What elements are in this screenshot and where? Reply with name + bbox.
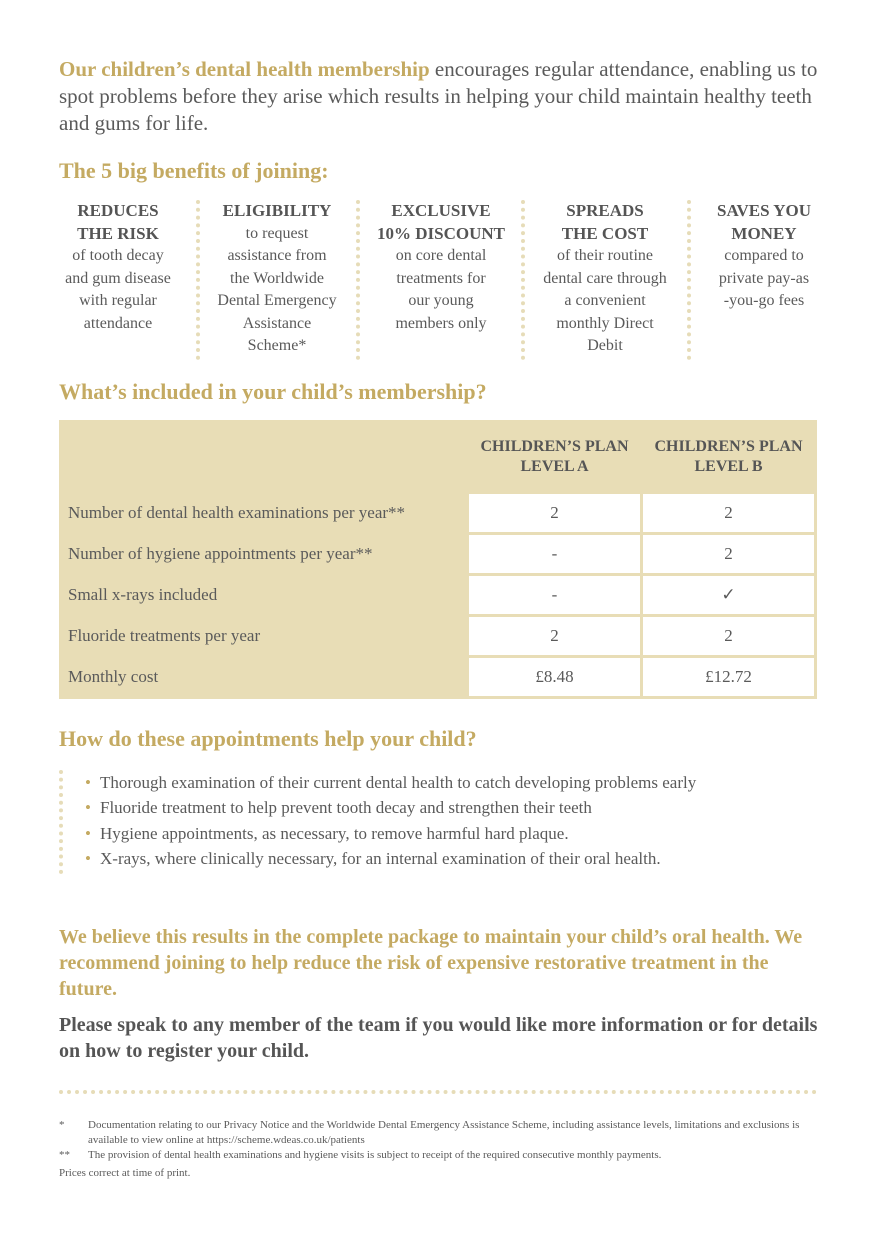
benefit-spreads-cost [529, 200, 681, 358]
prices-note: Prices correct at time of print. [59, 1166, 191, 1179]
list-item: • Fluoride treatment to help prevent tooth decay and strengthen their teeth [85, 795, 845, 820]
table-header-row [61, 422, 816, 493]
benefit-text: assistance from [227, 247, 327, 264]
benefit-text: with regular [79, 292, 157, 309]
benefit-title: EXCLUSIVE [391, 201, 491, 220]
footnote-text: Documentation relating to our Privacy Notice and the Worldwide Dental Emergency Assistance Scheme, including assistance levels, limitations and exclusions is available to view online at https://scheme.wdeas.co.uk/patients [88, 1119, 800, 1146]
benefit-title: ELIGIBILITY [222, 201, 332, 220]
benefit-text: compared to [724, 247, 804, 264]
column-header-level-b [642, 422, 816, 493]
column-header-line: LEVEL B [694, 458, 763, 475]
benefit-text: a convenient [564, 292, 646, 309]
footnote-text: The provision of dental health examinations and hygiene visits is subject to receipt of the required consecutive monthly payments. [88, 1149, 662, 1161]
benefit-text: treatments for [396, 269, 486, 287]
benefit-text: to request [245, 224, 309, 242]
benefit-text: dental care through [543, 269, 667, 287]
table-row [61, 493, 816, 534]
row-label: Monthly cost [61, 657, 468, 698]
footnote-mark: * [59, 1119, 65, 1131]
membership-heading: What’s included in your child’s membership? [59, 379, 487, 404]
level-a-value: - [468, 575, 642, 616]
benefit-divider [356, 200, 360, 360]
level-b-check-icon: ✓ [642, 575, 816, 616]
benefit-title: MONEY [731, 223, 797, 243]
benefit-text: attendance [83, 314, 153, 332]
column-header-line: CHILDREN’S PLAN [654, 438, 803, 455]
benefit-text: Dental Emergency [217, 292, 337, 309]
benefit-text: Assistance [242, 314, 312, 332]
benefit-divider [196, 200, 200, 360]
level-b-value: 2 [642, 493, 816, 534]
footer-divider [59, 1090, 817, 1094]
benefit-title: REDUCES [77, 201, 159, 220]
list-item: • Hygiene appointments, as necessary, to remove harmful hard plaque. [85, 821, 845, 846]
benefit-text: Scheme* [247, 337, 307, 354]
benefit-text: our young [408, 292, 474, 309]
column-header-level-a [468, 422, 642, 493]
level-b-value: 2 [642, 616, 816, 657]
list-item: • Thorough examination of their current dental health to catch developing problems early [85, 770, 845, 795]
row-label: Number of dental health examinations per year** [61, 493, 468, 534]
benefits-row [59, 200, 819, 360]
row-label: Fluoride treatments per year [61, 616, 468, 657]
benefit-text: the Worldwide [230, 269, 324, 287]
benefit-title: THE RISK [77, 223, 159, 243]
intro-lead: Our children’s dental health membership [59, 57, 430, 81]
intro-rest: encourages regular attendance, enabling us to spot problems before they arise which results in helping your child maintain healthy teeth and gums for life. [59, 57, 818, 135]
help-heading: How do these appointments help your child? [59, 726, 477, 751]
benefit-exclusive-discount [365, 200, 517, 335]
benefit-text: of tooth decay [72, 247, 164, 264]
benefit-eligibility [205, 200, 349, 358]
benefit-text: of their routine [557, 247, 653, 264]
level-b-value: 2 [642, 534, 816, 575]
level-a-value: £8.48 [468, 657, 642, 698]
list-item: • X-rays, where clinically necessary, for an internal examination of their oral health. [85, 846, 845, 871]
help-list [59, 770, 845, 871]
footnote [59, 1118, 819, 1147]
benefit-saves-money [695, 200, 833, 313]
row-label: Number of hygiene appointments per year** [61, 534, 468, 575]
intro-paragraph [59, 56, 829, 137]
level-b-value: £12.72 [642, 657, 816, 698]
benefit-title: 10% DISCOUNT [377, 223, 505, 243]
benefit-title: THE COST [561, 223, 649, 243]
membership-table [59, 420, 817, 699]
table-row [61, 616, 816, 657]
column-header-line: LEVEL A [520, 458, 589, 475]
column-header-line: CHILDREN’S PLAN [480, 438, 629, 455]
benefit-text: Debit [587, 337, 623, 354]
level-a-value: 2 [468, 493, 642, 534]
footnote [59, 1148, 819, 1163]
benefit-text: on core dental [395, 247, 487, 264]
benefit-text: members only [395, 314, 487, 332]
benefit-text: private pay-as [718, 269, 810, 287]
level-a-value: 2 [468, 616, 642, 657]
benefit-reduces-risk [51, 200, 185, 335]
benefit-text: monthly Direct [556, 314, 654, 332]
table-row [61, 534, 816, 575]
row-label: Small x-rays included [61, 575, 468, 616]
benefit-text: and gum disease [65, 269, 171, 287]
benefit-divider [687, 200, 691, 360]
footnote-mark: ** [59, 1149, 70, 1161]
table-row [61, 657, 816, 698]
level-a-value: - [468, 534, 642, 575]
benefits-heading: The 5 big benefits of joining: [59, 158, 329, 183]
closing-statement: We believe this results in the complete package to maintain your child’s oral health. We recommend joining to help reduce the risk of expensive restorative treatment in the future. [59, 926, 803, 1000]
footnotes [59, 1118, 819, 1180]
table-row [61, 575, 816, 616]
contact-statement: Please speak to any member of the team if you would like more information or for details on how to register your child. [59, 1014, 818, 1062]
benefit-divider [521, 200, 525, 360]
benefit-text: -you-go fees [723, 292, 805, 309]
table-header-blank [61, 422, 468, 493]
benefit-title: SPREADS [566, 201, 644, 220]
benefit-title: SAVES YOU [716, 201, 811, 220]
